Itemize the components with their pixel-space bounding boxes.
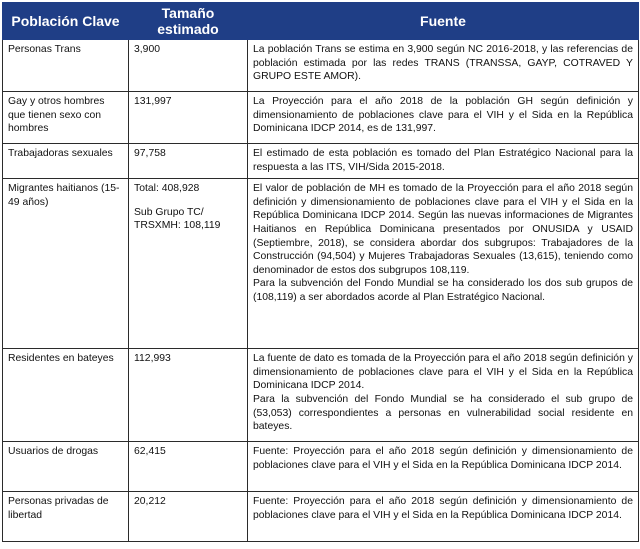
cell-fuente bbox=[248, 349, 639, 442]
cell-fuente: Fuente: Proyección para el año 2018 según definición y dimensionamiento de poblaciones clave para el VIH y el Sida en la República Dominicana IDCP 2014. bbox=[248, 492, 639, 542]
cell-fuente: El estimado de esta población es tomado del Plan Estratégico Nacional para la respuesta a las ITS, VIH/Sida 2015-2018. bbox=[248, 144, 639, 179]
header-row bbox=[3, 3, 639, 40]
fuente-parrafo-1: La fuente de dato es tomada de la Proyección para el año 2018 según definición y dimensionamiento de poblaciones clave para el VIH y el Sida en la República Dominicana IDCP 2014. bbox=[253, 353, 633, 392]
tamano-subgrupo: Sub Grupo TC/ TRSXMH: 108,119 bbox=[134, 206, 221, 232]
fuente-parrafo-2: Para la subvención del Fondo Mundial se ha considerado el sub grupo de (53,053) correspondientes a personas en vulnerabilidad social residente en bateyes. bbox=[253, 393, 633, 433]
cell-poblacion: Personas Trans bbox=[3, 40, 129, 92]
cell-fuente: La Proyección para el año 2018 de la población GH según definición y dimensionamiento de poblaciones clave para el VIH y el Sida en la República Dominicana IDCP 2014, es de 131,997. bbox=[248, 92, 639, 144]
population-table bbox=[2, 2, 639, 542]
cell-poblacion: Personas privadas de libertad bbox=[3, 492, 129, 542]
cell-poblacion: Trabajadoras sexuales bbox=[3, 144, 129, 179]
cell-fuente bbox=[248, 179, 639, 349]
table-row bbox=[3, 40, 639, 92]
cell-tamano: 112,993 bbox=[129, 349, 248, 442]
cell-tamano: 20,212 bbox=[129, 492, 248, 542]
cell-tamano: 97,758 bbox=[129, 144, 248, 179]
cell-tamano: 3,900 bbox=[129, 40, 248, 92]
table-row bbox=[3, 179, 639, 349]
cell-poblacion: Migrantes haitianos (15-49 años) bbox=[3, 179, 129, 349]
table-row bbox=[3, 144, 639, 179]
table-row bbox=[3, 92, 639, 144]
fuente-parrafo-1: El valor de población de MH es tomado de la Proyección para el año 2018 según definición y dimensionamiento de poblaciones clave para el VIH y el Sida en la República Dominicana IDCP 2014. Según las nuevas informaciones de Migrantes Haitianos en República Dominicana presentados por ONUSIDA y USAID (Septiembre, 2018), se considera abordar dos subgrupos: Trabajadores de la Construcción (94,504) y Mujeres Trabajadoras Sexuales (13,615), teniendo como denominador de estos dos subgrupos 108,119. bbox=[253, 183, 633, 276]
cell-fuente: La población Trans se estima en 3,900 según NC 2016-2018, y las referencias de población estimada por las redes TRANS (TRANSSA, GAYP, COTRAVED Y GRUPO ESTE AMOR). bbox=[248, 40, 639, 92]
tamano-total: Total: 408,928 bbox=[134, 183, 200, 195]
fuente-parrafo-2: Para la subvención del Fondo Mundial se ha considerado los dos sub grupos de (108,119) a ser abordados acorde al Plan Estratégico Nacional. bbox=[253, 278, 633, 303]
cell-tamano: 131,997 bbox=[129, 92, 248, 144]
table-row bbox=[3, 492, 639, 542]
header-tamano: Tamaño estimado bbox=[129, 3, 248, 40]
table-row bbox=[3, 442, 639, 492]
cell-poblacion: Residentes en bateyes bbox=[3, 349, 129, 442]
cell-tamano: 62,415 bbox=[129, 442, 248, 492]
table-row bbox=[3, 349, 639, 442]
cell-fuente: Fuente: Proyección para el año 2018 según definición y dimensionamiento de poblaciones clave para el VIH y el Sida en la República Dominicana IDCP 2014. bbox=[248, 442, 639, 492]
cell-tamano bbox=[129, 179, 248, 349]
header-poblacion: Población Clave bbox=[3, 3, 129, 40]
header-fuente: Fuente bbox=[248, 3, 639, 40]
cell-poblacion: Gay y otros hombres que tienen sexo con hombres bbox=[3, 92, 129, 144]
cell-poblacion: Usuarios de drogas bbox=[3, 442, 129, 492]
